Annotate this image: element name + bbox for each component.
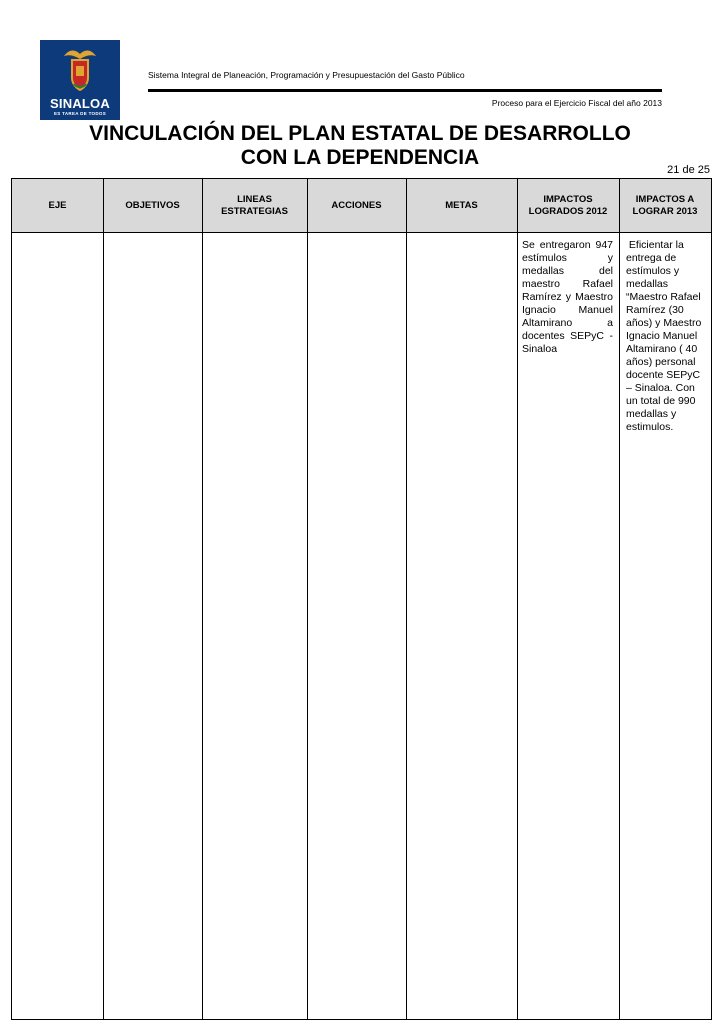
system-title: Sistema Integral de Planeación, Programación y Presupuestación del Gasto Público	[148, 70, 465, 80]
column-divider	[307, 179, 308, 1019]
column-divider	[202, 179, 203, 1019]
header-divider	[148, 89, 662, 92]
column-header-eje: EJE	[48, 199, 67, 211]
column-header-metas: METAS	[445, 199, 478, 211]
logo-tagline: ES TAREA DE TODOS	[53, 111, 107, 116]
page-title-line-2: CON LA DEPENDENCIA	[240, 146, 480, 169]
page-title-line-1: VINCULACIÓN DEL PLAN ESTATAL DE DESARROLLO	[89, 122, 631, 145]
column-divider	[619, 179, 620, 1019]
column-header-objetivos: OBJETIVOS	[125, 199, 180, 211]
table-header-row	[12, 179, 711, 233]
process-year-text: Proceso para el Ejercicio Fiscal del año 2013	[491, 98, 662, 108]
column-divider	[103, 179, 104, 1019]
page-title	[0, 122, 720, 170]
cell-impactos-logrados: Se entregaron 947 estímulos y medallas del maestro Rafael Ramírez y Maestro Ignacio Manuel Altamirano a docentes SEPyC - Sinaloa	[522, 239, 613, 355]
cell-impactos-lograr: Eficientar la entrega de estímulos y medallas “Maestro Rafael Ramírez (30 años) y Maestro Ignacio Manuel Altamirano ( 40 años) personal docente SEPyC – Sinaloa. Con un total de 990 medallas y estimulos.	[626, 239, 705, 433]
coat-of-arms-icon	[40, 40, 120, 96]
vinculacion-table	[11, 178, 712, 1020]
page-counter: 21 de 25	[667, 164, 710, 176]
column-divider	[517, 179, 518, 1019]
column-header-impactos-lograr: IMPACTOS A LOGRAR 2013	[632, 193, 698, 217]
sinaloa-logo	[40, 40, 120, 120]
column-header-lineas-estrategias: LINEAS ESTRATEGIAS	[221, 193, 288, 217]
logo-name: SINALOA	[50, 96, 110, 111]
column-header-impactos-logrados: IMPACTOS LOGRADOS 2012	[528, 193, 608, 217]
column-header-acciones: ACCIONES	[331, 199, 382, 211]
column-divider	[406, 179, 407, 1019]
